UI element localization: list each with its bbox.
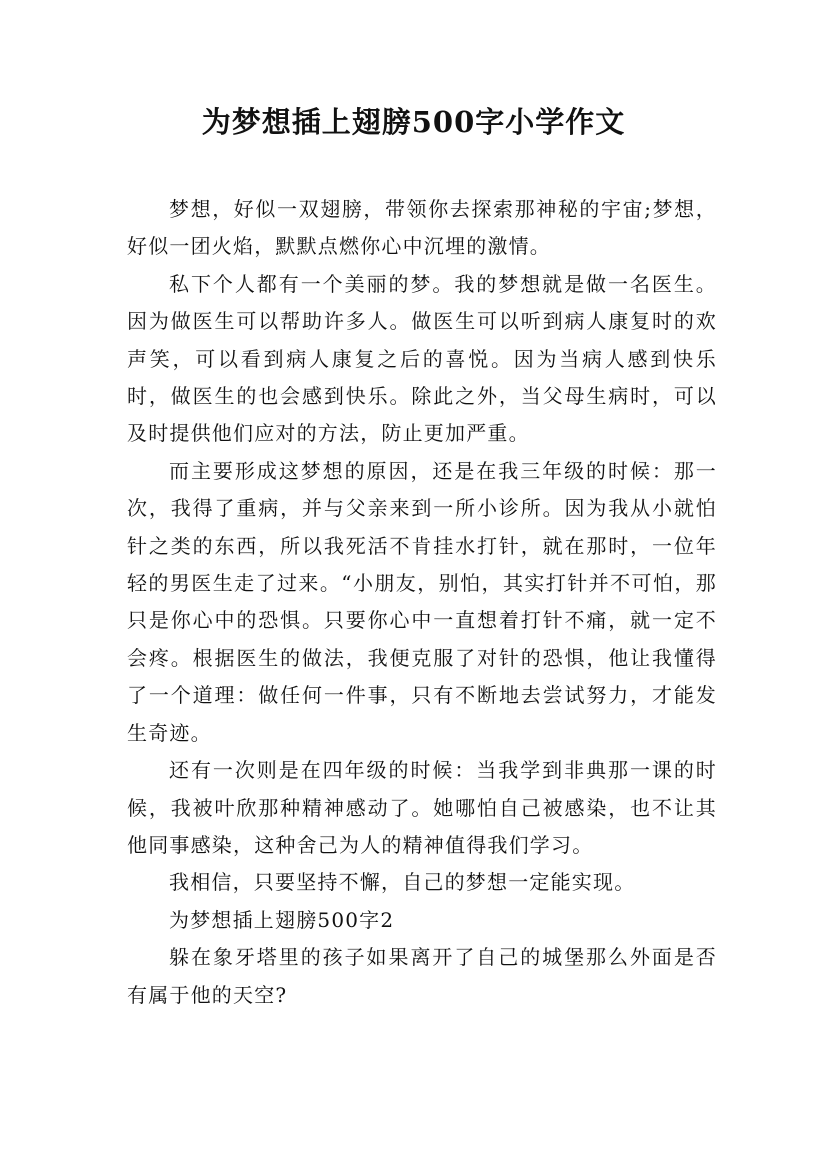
paragraph-intro: 梦想，好似一双翅膀，带领你去探索那神秘的宇宙;梦想，好似一团火焰，默默点燃你心中沉埋的激情。	[127, 197, 717, 259]
paragraph-ivory-tower: 躲在象牙塔里的孩子如果离开了自己的城堡那么外面是否有属于他的天空?	[127, 945, 717, 1007]
document-title: 为梦想插上翅膀500字小学作文	[201, 105, 626, 139]
paragraph-dream-doctor: 私下个人都有一个美丽的梦。我的梦想就是做一名医生。因为做医生可以帮助许多人。做医生可以听到病人康复时的欢声笑，可以看到病人康复之后的喜悦。因为当病人感到快乐时，做医生的也会感到快乐。除此之外，当父母生病时，可以及时提供他们应对的方法，防止更加严重。	[127, 271, 717, 446]
paragraph-belief: 我相信，只要坚持不懈，自己的梦想一定能实现。	[169, 870, 636, 895]
paragraph-reason: 而主要形成这梦想的原因，还是在我三年级的时候：那一次，我得了重病，并与父亲来到一所小诊所。因为我从小就怕针之类的东西，所以我死活不肯挂水打针，就在那时，一位年轻的男医生走了过来。“小朋友，别怕，其实打针并不可怕，那只是你心中的恐惧。只要你心中一直想着打针不痛，就一定不会疼。根据医生的做法，我便克服了对针的恐惧，他让我懂得了一个道理：做任何一件事，只有不断地去尝试努力，才能发生奇迹。	[127, 458, 717, 745]
paragraph-sars-lesson: 还有一次则是在四年级的时候：当我学到非典那一课的时候，我被叶欣那种精神感动了。她哪怕自己被感染，也不让其他同事感染，这种舍己为人的精神值得我们学习。	[127, 758, 717, 857]
document-body	[127, 191, 717, 1014]
section-heading-2: 为梦想插上翅膀500字2	[169, 907, 395, 932]
